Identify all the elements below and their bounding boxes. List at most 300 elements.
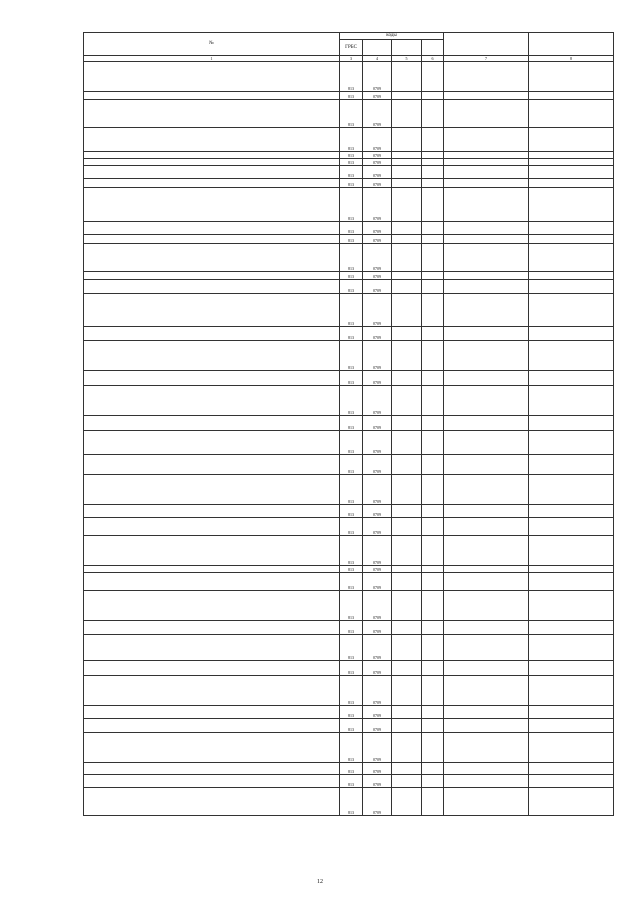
row-description bbox=[84, 188, 340, 222]
row-description bbox=[84, 566, 340, 573]
target-article-code bbox=[392, 621, 422, 635]
amount-2016 bbox=[444, 505, 529, 518]
section-code: 0709 bbox=[363, 763, 392, 775]
expense-type-code bbox=[422, 341, 444, 371]
section-code: 0709 bbox=[363, 706, 392, 719]
row-description bbox=[84, 518, 340, 536]
grbs-code: 813 bbox=[340, 566, 363, 573]
section-code: 0709 bbox=[363, 222, 392, 235]
expense-type-code bbox=[422, 371, 444, 386]
table-row bbox=[84, 431, 614, 455]
row-description bbox=[84, 294, 340, 327]
header-grbs: ГРБС bbox=[340, 40, 363, 56]
expense-type-code bbox=[422, 327, 444, 341]
expense-type-code bbox=[422, 505, 444, 518]
section-code: 0709 bbox=[363, 166, 392, 179]
grbs-code: 813 bbox=[340, 431, 363, 455]
row-description bbox=[84, 591, 340, 621]
target-article-code bbox=[392, 573, 422, 591]
expense-type-code bbox=[422, 386, 444, 416]
expense-type-code bbox=[422, 179, 444, 188]
grbs-code: 813 bbox=[340, 635, 363, 661]
amount-2017 bbox=[529, 371, 614, 386]
target-article-code bbox=[392, 166, 422, 179]
amount-2017 bbox=[529, 327, 614, 341]
section-code: 0709 bbox=[363, 536, 392, 566]
table-row bbox=[84, 371, 614, 386]
grbs-code: 813 bbox=[340, 294, 363, 327]
table-row bbox=[84, 635, 614, 661]
grbs-code: 813 bbox=[340, 591, 363, 621]
amount-2017 bbox=[529, 152, 614, 159]
amount-2016 bbox=[444, 188, 529, 222]
expense-type-code bbox=[422, 621, 444, 635]
expense-type-code bbox=[422, 431, 444, 455]
section-code: 0709 bbox=[363, 788, 392, 816]
expense-type-code bbox=[422, 222, 444, 235]
amount-2016 bbox=[444, 100, 529, 128]
row-description bbox=[84, 635, 340, 661]
grbs-code: 813 bbox=[340, 152, 363, 159]
header-codes: коды bbox=[340, 33, 444, 40]
expense-type-code bbox=[422, 294, 444, 327]
amount-2016 bbox=[444, 371, 529, 386]
amount-2016 bbox=[444, 455, 529, 475]
expense-type-code bbox=[422, 733, 444, 763]
amount-2016 bbox=[444, 159, 529, 166]
grbs-code: 813 bbox=[340, 775, 363, 788]
section-code: 0709 bbox=[363, 416, 392, 431]
table-row bbox=[84, 327, 614, 341]
expense-type-code bbox=[422, 152, 444, 159]
target-article-code bbox=[392, 179, 422, 188]
amount-2017 bbox=[529, 621, 614, 635]
target-article-code bbox=[392, 386, 422, 416]
grbs-code: 813 bbox=[340, 92, 363, 100]
amount-2016 bbox=[444, 775, 529, 788]
expense-type-code bbox=[422, 235, 444, 244]
header-section bbox=[363, 40, 392, 56]
amount-2016 bbox=[444, 416, 529, 431]
amount-2016 bbox=[444, 661, 529, 676]
table-row bbox=[84, 62, 614, 92]
column-number: 6 bbox=[422, 56, 444, 62]
amount-2016 bbox=[444, 341, 529, 371]
target-article-code bbox=[392, 416, 422, 431]
grbs-code: 813 bbox=[340, 505, 363, 518]
amount-2016 bbox=[444, 244, 529, 272]
expense-type-code bbox=[422, 536, 444, 566]
amount-2017 bbox=[529, 272, 614, 280]
amount-2017 bbox=[529, 455, 614, 475]
section-code: 0709 bbox=[363, 294, 392, 327]
expense-type-code bbox=[422, 159, 444, 166]
table-row bbox=[84, 341, 614, 371]
target-article-code bbox=[392, 733, 422, 763]
section-code: 0709 bbox=[363, 676, 392, 706]
amount-2016 bbox=[444, 536, 529, 566]
section-code: 0709 bbox=[363, 188, 392, 222]
row-description bbox=[84, 788, 340, 816]
expense-type-code bbox=[422, 455, 444, 475]
grbs-code: 813 bbox=[340, 676, 363, 706]
expense-type-code bbox=[422, 272, 444, 280]
row-description bbox=[84, 455, 340, 475]
amount-2016 bbox=[444, 235, 529, 244]
expense-type-code bbox=[422, 62, 444, 92]
row-description bbox=[84, 416, 340, 431]
amount-2017 bbox=[529, 676, 614, 706]
row-description bbox=[84, 475, 340, 505]
table-row bbox=[84, 788, 614, 816]
section-code: 0709 bbox=[363, 179, 392, 188]
expense-type-code bbox=[422, 573, 444, 591]
header-expense-type bbox=[422, 40, 444, 56]
table-row bbox=[84, 92, 614, 100]
amount-2016 bbox=[444, 327, 529, 341]
amount-2017 bbox=[529, 475, 614, 505]
target-article-code bbox=[392, 566, 422, 573]
page-number: 12 bbox=[317, 879, 323, 885]
amount-2016 bbox=[444, 635, 529, 661]
table-row bbox=[84, 591, 614, 621]
amount-2017 bbox=[529, 159, 614, 166]
amount-2016 bbox=[444, 152, 529, 159]
amount-2016 bbox=[444, 166, 529, 179]
target-article-code bbox=[392, 235, 422, 244]
table-row bbox=[84, 566, 614, 573]
grbs-code: 813 bbox=[340, 661, 363, 676]
column-number: 1 bbox=[84, 56, 340, 62]
target-article-code bbox=[392, 591, 422, 621]
grbs-code: 813 bbox=[340, 100, 363, 128]
row-description bbox=[84, 536, 340, 566]
row-description bbox=[84, 128, 340, 152]
table-row bbox=[84, 775, 614, 788]
grbs-code: 813 bbox=[340, 518, 363, 536]
amount-2017 bbox=[529, 661, 614, 676]
budget-table-page bbox=[83, 32, 613, 816]
amount-2017 bbox=[529, 386, 614, 416]
amount-2017 bbox=[529, 92, 614, 100]
table-row bbox=[84, 159, 614, 166]
amount-2017 bbox=[529, 294, 614, 327]
amount-2016 bbox=[444, 294, 529, 327]
row-description bbox=[84, 92, 340, 100]
amount-2017 bbox=[529, 188, 614, 222]
column-number: 7 bbox=[444, 56, 529, 62]
table-row bbox=[84, 152, 614, 159]
table-row bbox=[84, 661, 614, 676]
row-description bbox=[84, 573, 340, 591]
table-row bbox=[84, 100, 614, 128]
row-description bbox=[84, 763, 340, 775]
section-code: 0709 bbox=[363, 159, 392, 166]
target-article-code bbox=[392, 294, 422, 327]
row-description bbox=[84, 775, 340, 788]
amount-2017 bbox=[529, 591, 614, 621]
section-code: 0709 bbox=[363, 719, 392, 733]
section-code: 0709 bbox=[363, 280, 392, 294]
amount-2016 bbox=[444, 719, 529, 733]
amount-2017 bbox=[529, 100, 614, 128]
grbs-code: 813 bbox=[340, 788, 363, 816]
amount-2017 bbox=[529, 416, 614, 431]
table-row bbox=[84, 573, 614, 591]
amount-2016 bbox=[444, 573, 529, 591]
section-code: 0709 bbox=[363, 455, 392, 475]
amount-2017 bbox=[529, 431, 614, 455]
table-row bbox=[84, 719, 614, 733]
section-code: 0709 bbox=[363, 621, 392, 635]
amount-2016 bbox=[444, 591, 529, 621]
table-row bbox=[84, 222, 614, 235]
table-row bbox=[84, 733, 614, 763]
amount-2017 bbox=[529, 62, 614, 92]
table-row bbox=[84, 455, 614, 475]
row-description bbox=[84, 166, 340, 179]
target-article-code bbox=[392, 763, 422, 775]
amount-2017 bbox=[529, 235, 614, 244]
amount-2016 bbox=[444, 788, 529, 816]
grbs-code: 813 bbox=[340, 341, 363, 371]
grbs-code: 813 bbox=[340, 327, 363, 341]
expense-type-code bbox=[422, 188, 444, 222]
amount-2017 bbox=[529, 222, 614, 235]
target-article-code bbox=[392, 100, 422, 128]
amount-2016 bbox=[444, 62, 529, 92]
table-row bbox=[84, 706, 614, 719]
table-row bbox=[84, 536, 614, 566]
grbs-code: 813 bbox=[340, 280, 363, 294]
row-description bbox=[84, 235, 340, 244]
row-description bbox=[84, 706, 340, 719]
expense-type-code bbox=[422, 635, 444, 661]
table-row bbox=[84, 188, 614, 222]
table-body bbox=[84, 56, 614, 816]
grbs-code: 813 bbox=[340, 536, 363, 566]
amount-2017 bbox=[529, 179, 614, 188]
grbs-code: 813 bbox=[340, 621, 363, 635]
row-description bbox=[84, 179, 340, 188]
table-row bbox=[84, 280, 614, 294]
budget-allocation-table bbox=[83, 32, 614, 816]
amount-2017 bbox=[529, 341, 614, 371]
header-amount-2017 bbox=[529, 33, 614, 56]
target-article-code bbox=[392, 635, 422, 661]
target-article-code bbox=[392, 244, 422, 272]
amount-2017 bbox=[529, 244, 614, 272]
section-code: 0709 bbox=[363, 152, 392, 159]
target-article-code bbox=[392, 62, 422, 92]
row-description bbox=[84, 621, 340, 635]
grbs-code: 813 bbox=[340, 166, 363, 179]
target-article-code bbox=[392, 371, 422, 386]
target-article-code bbox=[392, 431, 422, 455]
target-article-code bbox=[392, 455, 422, 475]
expense-type-code bbox=[422, 719, 444, 733]
section-code: 0709 bbox=[363, 591, 392, 621]
grbs-code: 813 bbox=[340, 719, 363, 733]
amount-2016 bbox=[444, 763, 529, 775]
grbs-code: 813 bbox=[340, 179, 363, 188]
row-description bbox=[84, 327, 340, 341]
grbs-code: 813 bbox=[340, 386, 363, 416]
grbs-code: 813 bbox=[340, 371, 363, 386]
row-description bbox=[84, 386, 340, 416]
amount-2016 bbox=[444, 475, 529, 505]
table-row bbox=[84, 475, 614, 505]
target-article-code bbox=[392, 222, 422, 235]
row-description bbox=[84, 341, 340, 371]
amount-2016 bbox=[444, 179, 529, 188]
amount-2016 bbox=[444, 431, 529, 455]
row-description bbox=[84, 719, 340, 733]
amount-2017 bbox=[529, 635, 614, 661]
target-article-code bbox=[392, 518, 422, 536]
target-article-code bbox=[392, 341, 422, 371]
row-description bbox=[84, 152, 340, 159]
header-target-article bbox=[392, 40, 422, 56]
amount-2017 bbox=[529, 505, 614, 518]
table-row bbox=[84, 272, 614, 280]
expense-type-code bbox=[422, 518, 444, 536]
section-code: 0709 bbox=[363, 341, 392, 371]
section-code: 0709 bbox=[363, 475, 392, 505]
amount-2016 bbox=[444, 706, 529, 719]
grbs-code: 813 bbox=[340, 272, 363, 280]
row-description bbox=[84, 733, 340, 763]
section-code: 0709 bbox=[363, 661, 392, 676]
grbs-code: 813 bbox=[340, 733, 363, 763]
target-article-code bbox=[392, 327, 422, 341]
table-row bbox=[84, 128, 614, 152]
section-code: 0709 bbox=[363, 386, 392, 416]
section-code: 0709 bbox=[363, 518, 392, 536]
expense-type-code bbox=[422, 775, 444, 788]
table-row bbox=[84, 386, 614, 416]
section-code: 0709 bbox=[363, 244, 392, 272]
grbs-code: 813 bbox=[340, 573, 363, 591]
row-description bbox=[84, 272, 340, 280]
target-article-code bbox=[392, 719, 422, 733]
table-row bbox=[84, 518, 614, 536]
section-code: 0709 bbox=[363, 327, 392, 341]
amount-2016 bbox=[444, 92, 529, 100]
expense-type-code bbox=[422, 661, 444, 676]
column-number: 4 bbox=[363, 56, 392, 62]
section-code: 0709 bbox=[363, 235, 392, 244]
table-row bbox=[84, 621, 614, 635]
amount-2017 bbox=[529, 763, 614, 775]
section-code: 0709 bbox=[363, 573, 392, 591]
expense-type-code bbox=[422, 92, 444, 100]
row-description bbox=[84, 505, 340, 518]
grbs-code: 813 bbox=[340, 62, 363, 92]
row-description bbox=[84, 431, 340, 455]
amount-2017 bbox=[529, 166, 614, 179]
target-article-code bbox=[392, 505, 422, 518]
target-article-code bbox=[392, 475, 422, 505]
table-row bbox=[84, 294, 614, 327]
amount-2016 bbox=[444, 518, 529, 536]
grbs-code: 813 bbox=[340, 763, 363, 775]
section-code: 0709 bbox=[363, 62, 392, 92]
table-row bbox=[84, 505, 614, 518]
section-code: 0709 bbox=[363, 92, 392, 100]
amount-2017 bbox=[529, 719, 614, 733]
row-description bbox=[84, 371, 340, 386]
target-article-code bbox=[392, 128, 422, 152]
expense-type-code bbox=[422, 676, 444, 706]
amount-2016 bbox=[444, 272, 529, 280]
target-article-code bbox=[392, 152, 422, 159]
row-description bbox=[84, 159, 340, 166]
grbs-code: 813 bbox=[340, 128, 363, 152]
amount-2017 bbox=[529, 128, 614, 152]
section-code: 0709 bbox=[363, 566, 392, 573]
expense-type-code bbox=[422, 244, 444, 272]
table-row bbox=[84, 676, 614, 706]
target-article-code bbox=[392, 536, 422, 566]
amount-2016 bbox=[444, 386, 529, 416]
expense-type-code bbox=[422, 280, 444, 294]
row-description bbox=[84, 100, 340, 128]
expense-type-code bbox=[422, 591, 444, 621]
section-code: 0709 bbox=[363, 128, 392, 152]
amount-2017 bbox=[529, 706, 614, 719]
amount-2016 bbox=[444, 733, 529, 763]
column-number: 3 bbox=[340, 56, 363, 62]
expense-type-code bbox=[422, 706, 444, 719]
table-row bbox=[84, 179, 614, 188]
grbs-code: 813 bbox=[340, 244, 363, 272]
grbs-code: 813 bbox=[340, 222, 363, 235]
expense-type-code bbox=[422, 416, 444, 431]
expense-type-code bbox=[422, 566, 444, 573]
amount-2016 bbox=[444, 222, 529, 235]
table-row bbox=[84, 244, 614, 272]
target-article-code bbox=[392, 188, 422, 222]
target-article-code bbox=[392, 775, 422, 788]
target-article-code bbox=[392, 788, 422, 816]
section-code: 0709 bbox=[363, 371, 392, 386]
amount-2016 bbox=[444, 280, 529, 294]
expense-type-code bbox=[422, 788, 444, 816]
header-amount-2016 bbox=[444, 33, 529, 56]
target-article-code bbox=[392, 676, 422, 706]
section-code: 0709 bbox=[363, 272, 392, 280]
row-description bbox=[84, 62, 340, 92]
amount-2016 bbox=[444, 621, 529, 635]
target-article-code bbox=[392, 280, 422, 294]
row-description bbox=[84, 676, 340, 706]
row-description bbox=[84, 222, 340, 235]
amount-2017 bbox=[529, 566, 614, 573]
expense-type-code bbox=[422, 128, 444, 152]
grbs-code: 813 bbox=[340, 188, 363, 222]
section-code: 0709 bbox=[363, 635, 392, 661]
section-code: 0709 bbox=[363, 431, 392, 455]
amount-2017 bbox=[529, 280, 614, 294]
expense-type-code bbox=[422, 475, 444, 505]
amount-2017 bbox=[529, 775, 614, 788]
target-article-code bbox=[392, 661, 422, 676]
table-row bbox=[84, 166, 614, 179]
row-description bbox=[84, 280, 340, 294]
target-article-code bbox=[392, 706, 422, 719]
table-row bbox=[84, 416, 614, 431]
